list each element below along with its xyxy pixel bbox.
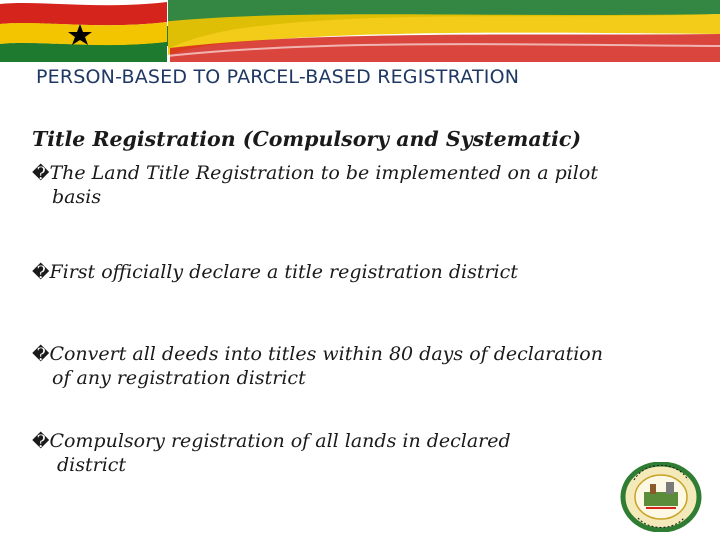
bullet-item bbox=[32, 343, 702, 390]
bullet-text: Convert all deeds into titles within 80 days of declaration bbox=[49, 343, 603, 365]
bullet-glyph: � bbox=[32, 164, 50, 184]
bullet-text-continued: of any registration district bbox=[52, 367, 306, 389]
bullet-text: Compulsory registration of all lands in declared bbox=[49, 430, 511, 452]
bullet-text-continued: basis bbox=[52, 186, 102, 208]
bullet-item bbox=[32, 162, 692, 209]
bullet-glyph: � bbox=[32, 345, 50, 365]
section-heading: Title Registration (Compulsory and Systematic) bbox=[32, 127, 582, 151]
bullet-glyph: � bbox=[32, 432, 50, 452]
bullet-text-continued: district bbox=[57, 454, 127, 476]
bullet-text: First officially declare a title registration district bbox=[49, 261, 518, 283]
bullet-text: The Land Title Registration to be implemented on a pilot bbox=[49, 162, 598, 184]
bullet-glyph: � bbox=[32, 263, 50, 283]
header-banner bbox=[0, 0, 720, 62]
slide-title: PERSON-BASED TO PARCEL-BASED REGISTRATION bbox=[36, 66, 520, 88]
lands-commission-seal bbox=[620, 462, 702, 532]
ghana-flag-icon bbox=[0, 0, 167, 62]
bullet-item bbox=[32, 261, 692, 285]
bullet-item bbox=[32, 430, 592, 477]
